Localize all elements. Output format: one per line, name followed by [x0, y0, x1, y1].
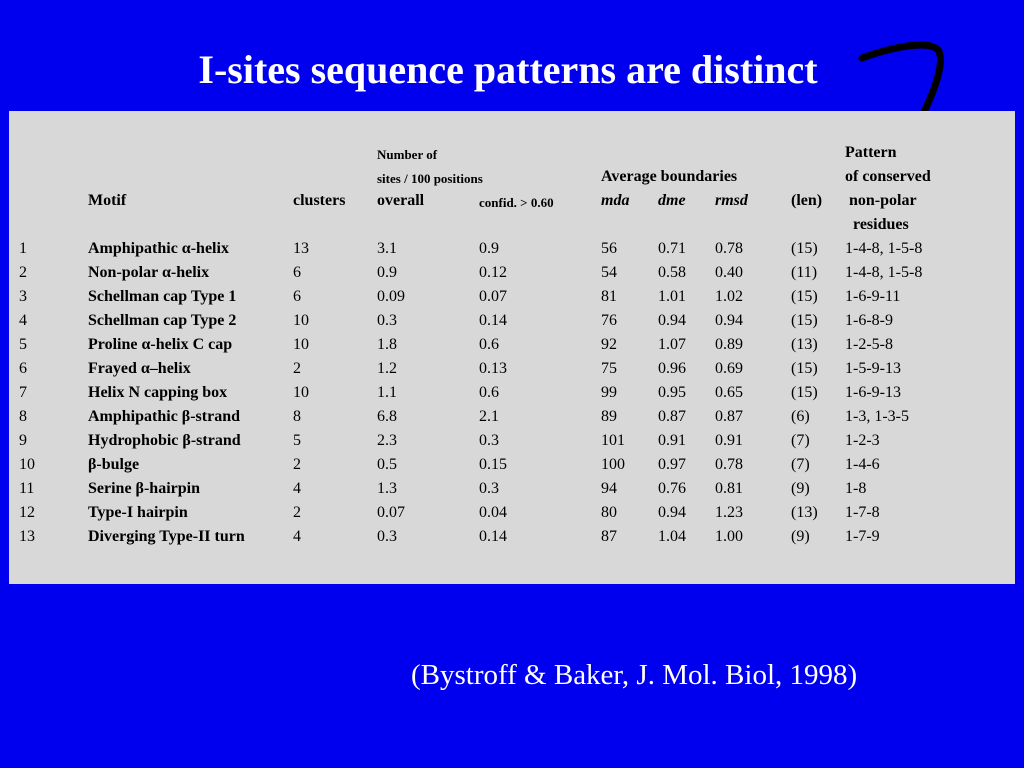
- row-number: 11: [19, 480, 35, 497]
- table-row: [9, 479, 1015, 503]
- len-cell: (9): [791, 480, 810, 497]
- mda-cell: 99: [601, 384, 617, 401]
- table-row: [9, 287, 1015, 311]
- dme-cell: 0.97: [658, 456, 686, 473]
- clusters-cell: 6: [293, 288, 301, 305]
- motif-cell: Type-I hairpin: [88, 504, 188, 521]
- clusters-cell: 4: [293, 528, 301, 545]
- mda-cell: 56: [601, 240, 617, 257]
- rmsd-cell: 0.87: [715, 408, 743, 425]
- len-cell: (15): [791, 240, 818, 257]
- rmsd-cell: 1.23: [715, 504, 743, 521]
- table-row: [9, 359, 1015, 383]
- header-pattern-2: of conserved: [845, 168, 931, 185]
- row-number: 9: [19, 432, 27, 449]
- row-number: 5: [19, 336, 27, 353]
- mda-cell: 75: [601, 360, 617, 377]
- motif-cell: Hydrophobic β-strand: [88, 432, 241, 449]
- motif-cell: Diverging Type-II turn: [88, 528, 245, 545]
- header-pattern-4: residues: [845, 216, 909, 233]
- dme-cell: 1.01: [658, 288, 686, 305]
- row-number: 8: [19, 408, 27, 425]
- len-cell: (15): [791, 360, 818, 377]
- rmsd-cell: 1.02: [715, 288, 743, 305]
- dme-cell: 0.95: [658, 384, 686, 401]
- len-cell: (7): [791, 432, 810, 449]
- len-cell: (15): [791, 384, 818, 401]
- confid-cell: 0.13: [479, 360, 507, 377]
- len-cell: (13): [791, 504, 818, 521]
- table-row: [9, 455, 1015, 479]
- pattern-cell: 1-7-8: [845, 504, 880, 521]
- dme-cell: 1.07: [658, 336, 686, 353]
- confid-cell: 0.3: [479, 480, 499, 497]
- row-number: 3: [19, 288, 27, 305]
- clusters-cell: 5: [293, 432, 301, 449]
- motif-cell: Helix N capping box: [88, 384, 228, 401]
- pattern-cell: 1-6-9-11: [845, 288, 901, 305]
- mda-cell: 94: [601, 480, 617, 497]
- mda-cell: 54: [601, 264, 617, 281]
- overall-cell: 1.3: [377, 480, 397, 497]
- dme-cell: 0.94: [658, 312, 686, 329]
- motif-cell: Amphipathic β-strand: [88, 408, 241, 425]
- confid-cell: 0.15: [479, 456, 507, 473]
- rmsd-cell: 0.94: [715, 312, 743, 329]
- pattern-cell: 1-4-8, 1-5-8: [845, 240, 923, 257]
- table-row: [9, 239, 1015, 263]
- header-clusters: clusters: [293, 192, 346, 209]
- row-number: 6: [19, 360, 27, 377]
- len-cell: (15): [791, 312, 818, 329]
- motif-cell: Non-polar α-helix: [88, 264, 210, 281]
- header-overall: overall: [377, 192, 425, 209]
- header-sites-per: sites / 100 positions: [377, 171, 483, 186]
- motif-cell: Schellman cap Type 2: [88, 312, 237, 329]
- motif-cell: Amphipathic α-helix: [88, 240, 229, 257]
- overall-cell: 1.8: [377, 336, 397, 353]
- pattern-cell: 1-5-9-13: [845, 360, 901, 377]
- mda-cell: 81: [601, 288, 617, 305]
- mda-cell: 87: [601, 528, 617, 545]
- confid-cell: 2.1: [479, 408, 499, 425]
- mda-cell: 76: [601, 312, 617, 329]
- clusters-cell: 6: [293, 264, 301, 281]
- overall-cell: 3.1: [377, 240, 397, 257]
- table-row: [9, 335, 1015, 359]
- confid-cell: 0.07: [479, 288, 507, 305]
- dme-cell: 0.87: [658, 408, 686, 425]
- len-cell: (6): [791, 408, 810, 425]
- rmsd-cell: 0.78: [715, 456, 743, 473]
- overall-cell: 6.8: [377, 408, 397, 425]
- confid-cell: 0.14: [479, 312, 507, 329]
- rmsd-cell: 0.40: [715, 264, 743, 281]
- rmsd-cell: 0.69: [715, 360, 743, 377]
- header-rmsd: rmsd: [715, 192, 748, 209]
- pattern-cell: 1-2-3: [845, 432, 880, 449]
- pattern-cell: 1-6-9-13: [845, 384, 901, 401]
- confid-cell: 0.9: [479, 240, 499, 257]
- clusters-cell: 2: [293, 456, 301, 473]
- motif-cell: β-bulge: [88, 456, 140, 473]
- header-pattern-1: Pattern: [845, 144, 897, 161]
- len-cell: (7): [791, 456, 810, 473]
- clusters-cell: 13: [293, 240, 309, 257]
- row-number: 2: [19, 264, 27, 281]
- row-number: 7: [19, 384, 27, 401]
- overall-cell: 0.3: [377, 312, 397, 329]
- mda-cell: 89: [601, 408, 617, 425]
- dme-cell: 0.96: [658, 360, 686, 377]
- pattern-cell: 1-6-8-9: [845, 312, 893, 329]
- clusters-cell: 8: [293, 408, 301, 425]
- overall-cell: 2.3: [377, 432, 397, 449]
- clusters-cell: 10: [293, 384, 309, 401]
- pattern-cell: 1-4-6: [845, 456, 880, 473]
- dme-cell: 0.94: [658, 504, 686, 521]
- row-number: 10: [19, 456, 35, 473]
- pattern-cell: 1-3, 1-3-5: [845, 408, 909, 425]
- header-dme: dme: [658, 192, 686, 209]
- pattern-cell: 1-4-8, 1-5-8: [845, 264, 923, 281]
- len-cell: (9): [791, 528, 810, 545]
- clusters-cell: 2: [293, 504, 301, 521]
- clusters-cell: 4: [293, 480, 301, 497]
- clusters-cell: 2: [293, 360, 301, 377]
- confid-cell: 0.04: [479, 504, 507, 521]
- table-row: [9, 527, 1015, 551]
- overall-cell: 0.9: [377, 264, 397, 281]
- header-mda: mda: [601, 192, 630, 209]
- mda-cell: 101: [601, 432, 625, 449]
- rmsd-cell: 0.81: [715, 480, 743, 497]
- clusters-cell: 10: [293, 336, 309, 353]
- rmsd-cell: 0.91: [715, 432, 743, 449]
- motif-cell: Proline α-helix C cap: [88, 336, 233, 353]
- table-row: [9, 263, 1015, 287]
- rmsd-cell: 1.00: [715, 528, 743, 545]
- header-motif: Motif: [88, 192, 127, 209]
- header-pattern-3: non-polar: [845, 192, 917, 209]
- dme-cell: 0.58: [658, 264, 686, 281]
- dme-cell: 0.76: [658, 480, 686, 497]
- motif-cell: Schellman cap Type 1: [88, 288, 237, 305]
- table-row: [9, 383, 1015, 407]
- overall-cell: 0.09: [377, 288, 405, 305]
- pattern-cell: 1-8: [845, 480, 867, 497]
- table-row: [9, 503, 1015, 527]
- table-row: [9, 407, 1015, 431]
- dme-cell: 0.91: [658, 432, 686, 449]
- rmsd-cell: 0.78: [715, 240, 743, 257]
- row-number: 4: [19, 312, 27, 329]
- row-number: 1: [19, 240, 27, 257]
- overall-cell: 0.07: [377, 504, 405, 521]
- header-average-boundaries: Average boundaries: [601, 168, 738, 185]
- clusters-cell: 10: [293, 312, 309, 329]
- table-row: [9, 431, 1015, 455]
- confid-cell: 0.6: [479, 336, 499, 353]
- confid-cell: 0.12: [479, 264, 507, 281]
- pattern-cell: 1-2-5-8: [845, 336, 893, 353]
- len-cell: (13): [791, 336, 818, 353]
- slide-title: I-sites sequence patterns are distinct: [198, 47, 818, 92]
- confid-cell: 0.14: [479, 528, 507, 545]
- len-cell: (15): [791, 288, 818, 305]
- citation: (Bystroff & Baker, J. Mol. Biol, 1998): [411, 659, 858, 691]
- mda-cell: 92: [601, 336, 617, 353]
- dme-cell: 0.71: [658, 240, 686, 257]
- overall-cell: 1.1: [377, 384, 397, 401]
- overall-cell: 1.2: [377, 360, 397, 377]
- overall-cell: 0.3: [377, 528, 397, 545]
- mda-cell: 100: [601, 456, 625, 473]
- confid-cell: 0.6: [479, 384, 499, 401]
- rmsd-cell: 0.89: [715, 336, 743, 353]
- overall-cell: 0.5: [377, 456, 397, 473]
- motif-cell: Serine β-hairpin: [88, 480, 200, 497]
- dme-cell: 1.04: [658, 528, 686, 545]
- mda-cell: 80: [601, 504, 617, 521]
- data-table: [9, 111, 1015, 584]
- row-number: 12: [19, 504, 35, 521]
- header-confid: confid. > 0.60: [479, 195, 554, 210]
- confid-cell: 0.3: [479, 432, 499, 449]
- header-number-of: Number of: [377, 147, 438, 162]
- motif-cell: Frayed α–helix: [88, 360, 191, 377]
- table-row: [9, 311, 1015, 335]
- rmsd-cell: 0.65: [715, 384, 743, 401]
- header-len: (len): [791, 192, 823, 209]
- len-cell: (11): [791, 264, 818, 281]
- pattern-cell: 1-7-9: [845, 528, 880, 545]
- row-number: 13: [19, 528, 35, 545]
